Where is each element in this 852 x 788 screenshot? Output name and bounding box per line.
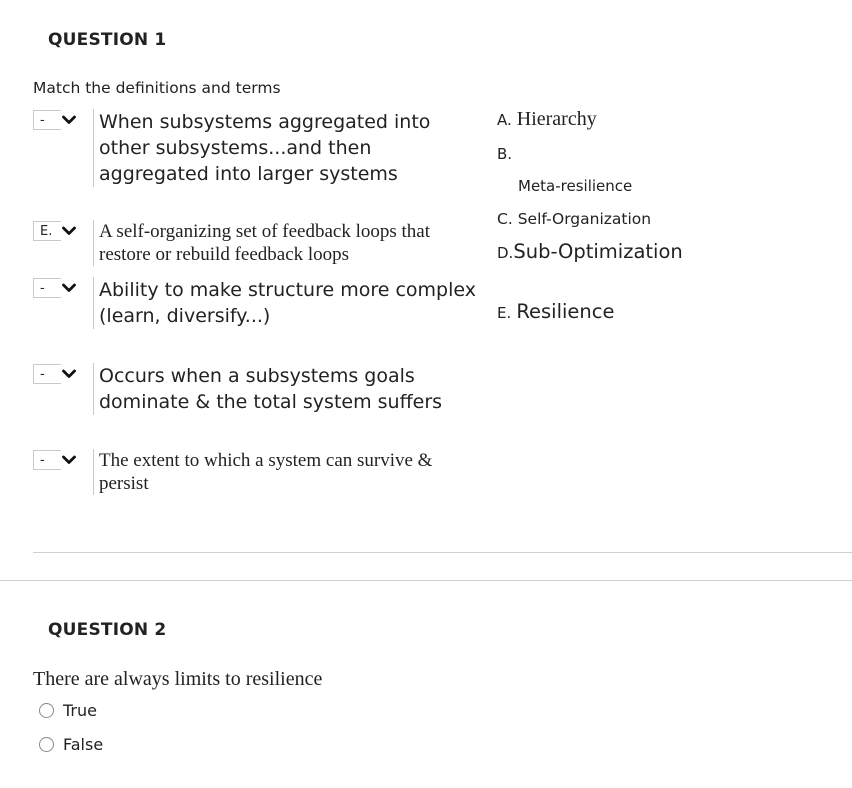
answer-select-1[interactable] <box>33 109 89 131</box>
term-b-letter: B. <box>497 145 513 163</box>
definition-line: The extent to which a system can survive & <box>99 450 433 471</box>
answer-select-5-value[interactable]: - <box>33 450 61 470</box>
definition-line: Ability to make structure more complex <box>99 279 476 301</box>
question-1-heading: QUESTION 1 <box>48 30 167 50</box>
answer-select-2-value[interactable]: E. <box>33 221 61 241</box>
definition-row-3 <box>33 277 476 329</box>
question-separator <box>0 580 852 581</box>
definition-line: other subsystems...and then <box>99 137 372 159</box>
term-letter: E. <box>497 304 512 322</box>
definition-line: aggregated into larger systems <box>99 163 398 185</box>
definition-row-2 <box>33 220 430 266</box>
definition-line: Occurs when a subsystems goals <box>99 365 415 387</box>
term-e <box>497 300 615 323</box>
definition-text-2 <box>93 220 430 266</box>
option-label[interactable]: False <box>63 735 104 754</box>
answer-select-1-value[interactable]: - <box>33 110 61 130</box>
definition-line: When subsystems aggregated into <box>99 111 431 133</box>
chevron-down-icon[interactable] <box>61 450 77 470</box>
answer-select-3[interactable] <box>33 277 89 299</box>
question-1-bottom-divider <box>33 552 852 553</box>
option-false[interactable] <box>39 735 103 754</box>
term-text: Resilience <box>516 300 615 323</box>
definition-row-4 <box>33 363 442 415</box>
definition-line: persist <box>99 473 149 494</box>
term-text: Hierarchy <box>516 108 597 130</box>
term-c <box>497 210 651 228</box>
chevron-down-icon[interactable] <box>61 110 77 130</box>
definition-text-4 <box>93 363 442 415</box>
definition-line: dominate & the total system suffers <box>99 391 443 413</box>
term-b-text: Meta-resilience <box>518 177 633 195</box>
question-1-instructions: Match the definitions and terms <box>33 79 281 97</box>
answer-select-5[interactable] <box>33 449 89 471</box>
answer-select-3-value[interactable]: - <box>33 278 61 298</box>
term-letter: C. <box>497 210 513 228</box>
definition-text-1 <box>93 109 430 187</box>
definition-line: A self-organizing set of feedback loops that <box>99 221 430 242</box>
answer-select-4-value[interactable]: - <box>33 364 61 384</box>
definition-row-5 <box>33 449 432 495</box>
chevron-down-icon[interactable] <box>61 278 77 298</box>
chevron-down-icon[interactable] <box>61 364 77 384</box>
question-2-heading: QUESTION 2 <box>48 620 167 640</box>
definition-line: restore or rebuild feedback loops <box>99 244 350 265</box>
option-label[interactable]: True <box>63 701 97 720</box>
definition-row-1 <box>33 109 430 187</box>
definition-text-5 <box>93 449 432 495</box>
chevron-down-icon[interactable] <box>61 221 77 241</box>
term-a <box>497 108 597 131</box>
term-text: Self-Organization <box>517 210 652 228</box>
definition-text-3 <box>93 277 476 329</box>
term-d <box>497 240 683 263</box>
question-2-text: There are always limits to resilience <box>33 668 323 690</box>
radio-unchecked-icon[interactable] <box>39 737 54 752</box>
term-text: Sub-Optimization <box>513 240 683 263</box>
term-letter: A. <box>497 111 512 129</box>
term-letter: D. <box>497 244 514 262</box>
answer-select-4[interactable] <box>33 363 89 385</box>
radio-unchecked-icon[interactable] <box>39 703 54 718</box>
definition-line: (learn, diversify...) <box>99 305 271 327</box>
option-true[interactable] <box>39 701 97 720</box>
answer-select-2[interactable] <box>33 220 89 242</box>
